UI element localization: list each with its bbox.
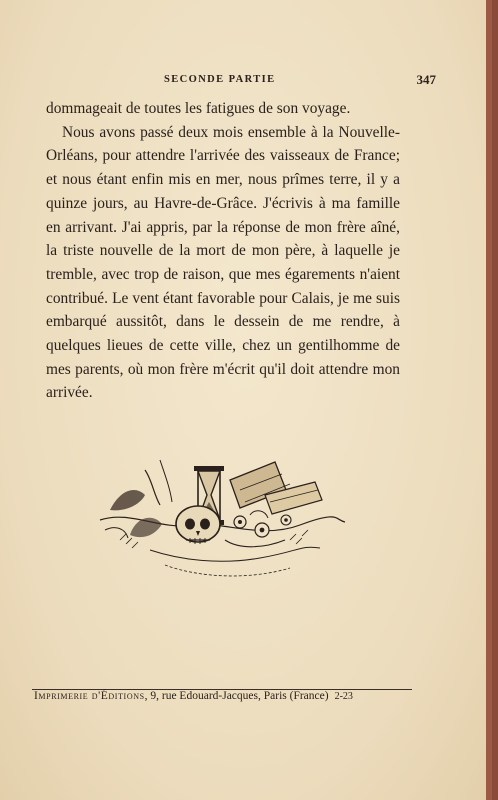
- page-header: [46, 74, 446, 94]
- running-head: SECONDE PARTIE: [164, 74, 276, 85]
- page-number: 347: [416, 72, 436, 87]
- printer-name: Imprimerie d'Éditions: [34, 690, 145, 702]
- paragraph-continuation: dommageait de toutes les fatigues de son voyage.: [46, 100, 351, 117]
- vanitas-skull-hourglass-icon: [90, 440, 350, 590]
- print-code: 2-23: [334, 691, 353, 702]
- body-text: [46, 97, 400, 405]
- printer-address: , 9, rue Edouard-Jacques, Paris (France): [144, 690, 329, 702]
- printer-imprint: [34, 690, 454, 702]
- paragraph: Nous avons passé deux mois ensemble à la Nouvelle-Orléans, pour attendre l'arrivée des vaisseaux de France; et nous étant enfin mis en mer, nous prîmes terre, il y a quinze jours, au Havre-de-Grâce. J'écrivis à ma famille en arrivant. J'ai appris, par la réponse de mon frère aîné, la triste nouvelle de la mort de mon père, à laquelle je tremble, avec trop de raison, que mes égarements n'aient contribué. Le vent étant favorable pour Calais, je me suis embarqué aussitôt, dans le dessein de me rendre, à quelques lieues de cette ville, chez un gentilhomme de mes parents, où mon frère m'écrit qu'il doit attendre mon arrivée.: [46, 123, 400, 402]
